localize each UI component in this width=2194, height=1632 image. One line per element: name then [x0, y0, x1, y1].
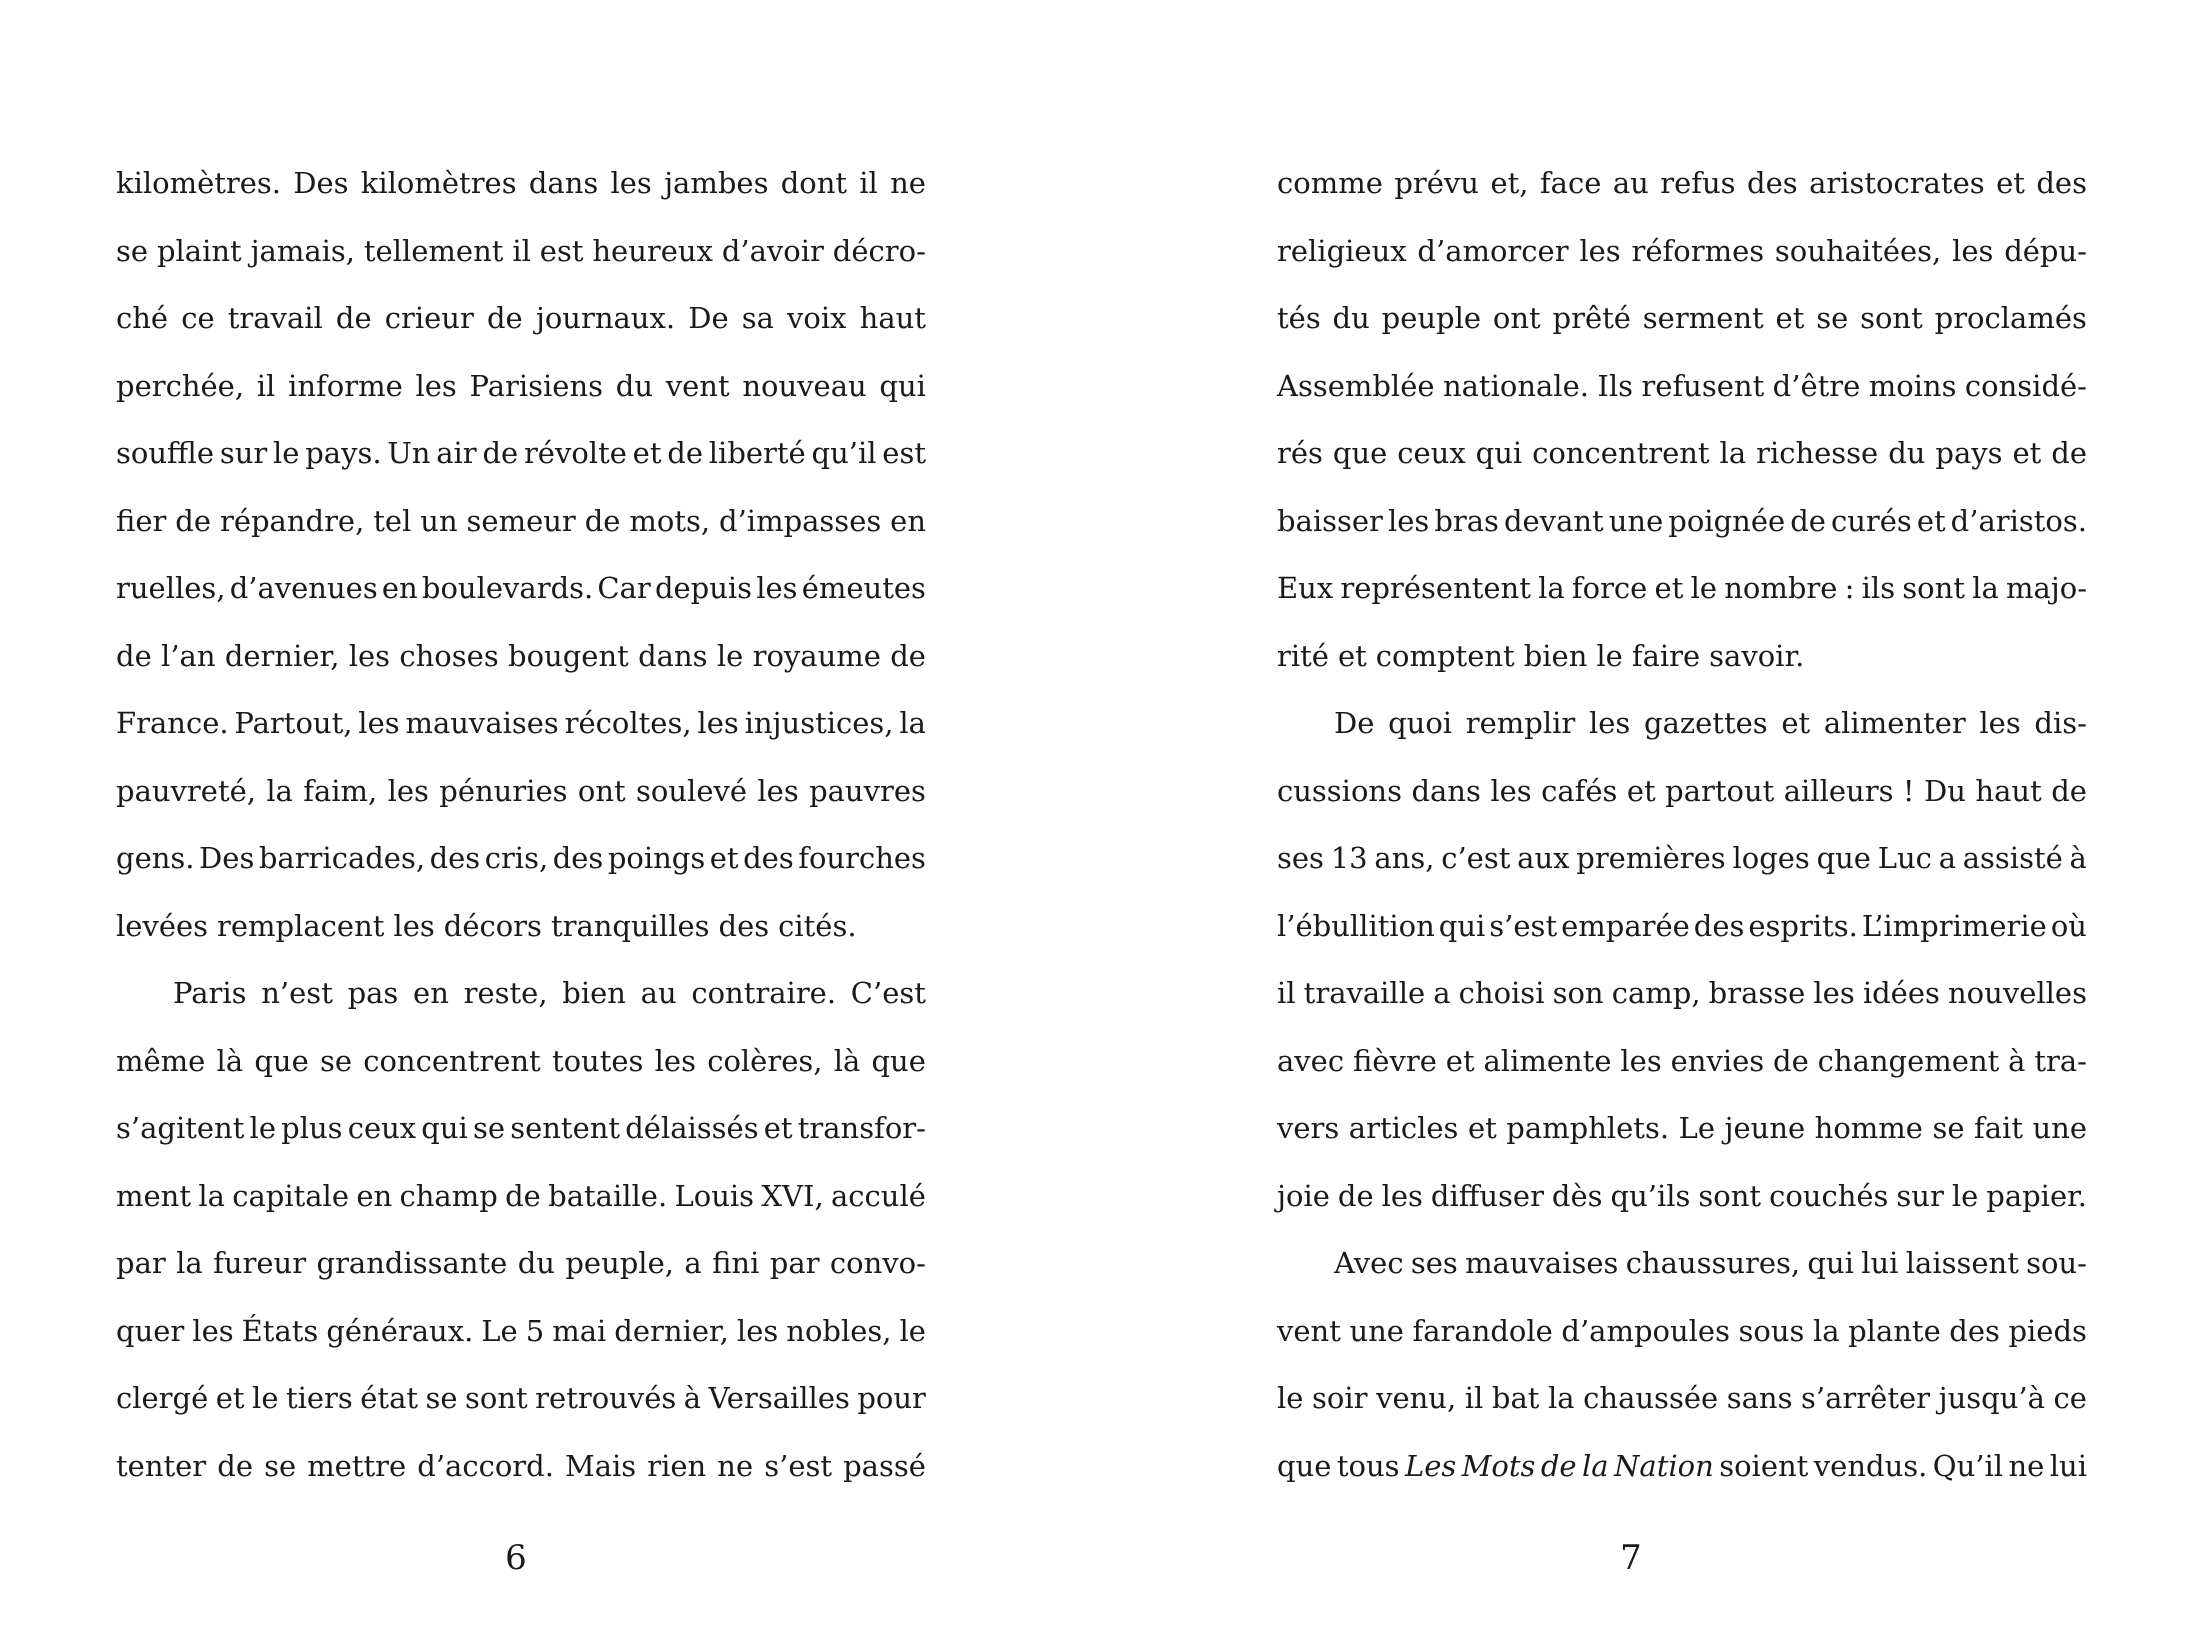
text-line: se plaint jamais, tellement il est heureux d’avoir décro- [116, 233, 926, 268]
text-line: Paris n’est pas en reste, bien au contraire. C’est [173, 976, 926, 1010]
text-line: avec fièvre et alimente les envies de changement à tra- [1277, 1043, 2087, 1078]
right-page-number: 7 [1620, 1538, 1642, 1578]
text-line: que tous Les Mots de la Nation soient vendus. Qu’il ne lui [1277, 1448, 2087, 1483]
text-line: clergé et le tiers état se sont retrouvés à Versailles pour [116, 1381, 926, 1415]
right-page [1097, 0, 2194, 1632]
text-line: rés que ceux qui concentrent la richesse du pays et de [1277, 436, 2087, 470]
text-line: levées remplacent les décors tranquilles des cités. [116, 908, 857, 943]
text-line: le soir venu, il bat la chaussée sans s’arrêter jusqu’à ce [1277, 1381, 2087, 1415]
text-line: De quoi remplir les gazettes et alimenter les dis- [1334, 706, 2087, 740]
text-line: fier de répandre, tel un semeur de mots, d’impasses en [116, 503, 926, 538]
text-line: ment la capitale en champ de bataille. Louis XVI, acculé [116, 1178, 926, 1213]
text-line: pauvreté, la faim, les pénuries ont soulevé les pauvres [116, 773, 926, 808]
text-line: l’ébullition qui s’est emparée des esprits. L’imprimerie où [1277, 908, 2087, 943]
text-line: tés du peuple ont prêté serment et se sont proclamés [1277, 301, 2087, 335]
text-line: gens. Des barricades, des cris, des poings et des fourches [116, 841, 926, 875]
text-line: Avec ses mauvaises chaussures, qui lui laissent sou- [1334, 1246, 2087, 1280]
text-line: tenter de se mettre d’accord. Mais rien ne s’est passé [116, 1448, 926, 1483]
text-line: kilomètres. Des kilomètres dans les jambes dont il ne [116, 166, 926, 200]
text-line: même là que se concentrent toutes les colères, là que [116, 1043, 926, 1078]
left-page-number: 6 [505, 1538, 527, 1578]
text-line: rité et comptent bien le faire savoir. [1277, 638, 1805, 673]
text-line: vent une farandole d’ampoules sous la plante des pieds [1277, 1313, 2087, 1348]
text-line: il travaille a choisi son camp, brasse les idées nouvelles [1277, 976, 2087, 1010]
text-line: baisser les bras devant une poignée de curés et d’aristos. [1277, 503, 2087, 538]
text-line: joie de les diffuser dès qu’ils sont couchés sur le papier. [1277, 1178, 2087, 1213]
text-line: ruelles, d’avenues en boulevards. Car depuis les émeutes [116, 571, 926, 605]
text-line: par la fureur grandissante du peuple, a fini par convo- [116, 1246, 926, 1280]
text-line: ses 13 ans, c’est aux premières loges que Luc a assisté à [1277, 841, 2087, 875]
text-line: vers articles et pamphlets. Le jeune homme se fait une [1277, 1111, 2087, 1145]
text-line: comme prévu et, face au refus des aristocrates et des [1277, 166, 2087, 200]
text-line: cussions dans les cafés et partout ailleurs ! Du haut de [1277, 773, 2087, 808]
text-line: souffle sur le pays. Un air de révolte et de liberté qu’il est [116, 436, 926, 470]
text-line: de l’an dernier, les choses bougent dans le royaume de [116, 638, 926, 673]
text-line: France. Partout, les mauvaises récoltes, les injustices, la [116, 706, 926, 740]
text-line: religieux d’amorcer les réformes souhaitées, les dépu- [1277, 233, 2087, 268]
right-page-text [1277, 150, 2087, 1500]
text-line: Eux représentent la force et le nombre : ils sont la majo- [1277, 571, 2087, 605]
text-line: ché ce travail de crieur de journaux. De sa voix haut [116, 301, 926, 335]
text-line: s’agitent le plus ceux qui se sentent délaissés et transfor- [116, 1111, 926, 1145]
text-line: perchée, il informe les Parisiens du vent nouveau qui [116, 368, 926, 403]
text-line: quer les États généraux. Le 5 mai dernier, les nobles, le [116, 1313, 926, 1348]
left-page-text [116, 150, 926, 1500]
text-line: Assemblée nationale. Ils refusent d’être moins considé- [1277, 368, 2087, 403]
